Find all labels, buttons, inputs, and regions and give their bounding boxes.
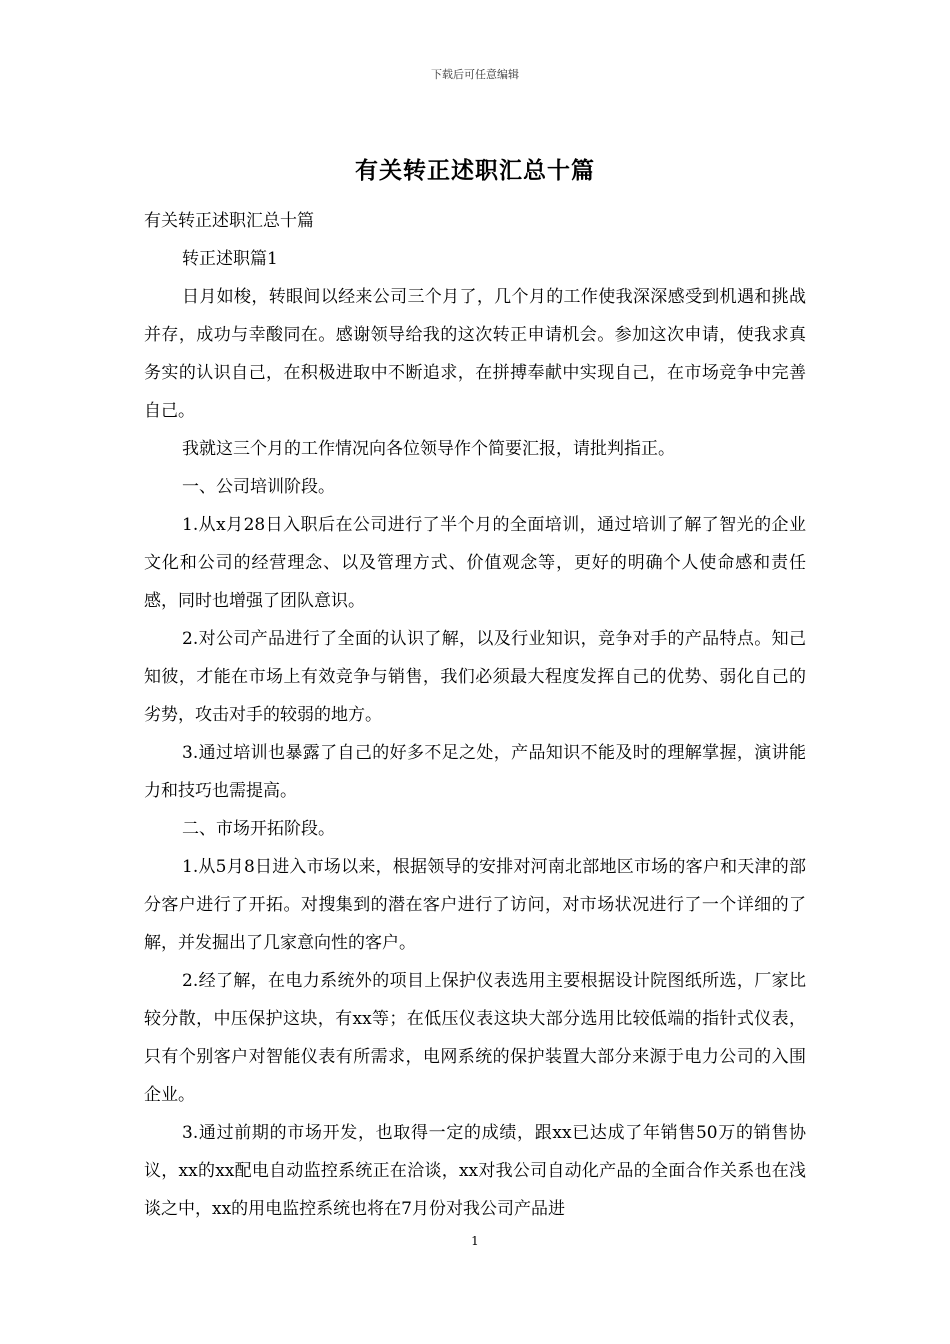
page-number: 1 [471, 1234, 479, 1248]
paragraph: 3.通过培训也暴露了自己的好多不足之处，产品知识不能及时的理解掌握，演讲能力和技巧也需提高。 [144, 743, 806, 801]
paragraph: 二、市场开拓阶段。 [182, 819, 335, 839]
paragraph: 日月如梭，转眼间以经来公司三个月了，几个月的工作使我深深感受到机遇和挑战并存，成功与幸酸同在。感谢领导给我的这次转正申请机会。参加这次申请，使我求真务实的认识自己，在积极进取中不断追求，在拼搏奉献中实现自己，在市场竞争中完善自己。 [144, 287, 806, 421]
paragraph: 2.经了解，在电力系统外的项目上保护仪表选用主要根据设计院图纸所选，厂家比较分散，中压保护这块，有xx等；在低压仪表这块大部分选用比较低端的指针式仪表，只有个别客户对智能仪表有所需求，电网系统的保护装置大部分来源于电力公司的入围企业。 [144, 971, 806, 1105]
header-note: 下载后可任意编辑 [431, 68, 519, 81]
paragraph: 3.通过前期的市场开发，也取得一定的成绩，跟xx已达成了年销售50万的销售协议，xx的xx配电自动监控系统正在洽谈，xx对我公司自动化产品的全面合作关系也在浅谈之中，xx的用电监控系统也将在7月份对我公司产品进 [144, 1123, 806, 1219]
document-title: 有关转正述职汇总十篇 [355, 157, 595, 184]
document-body [144, 202, 806, 1228]
paragraph: 有关转正述职汇总十篇 [144, 211, 314, 231]
paragraph: 1.从x月28日入职后在公司进行了半个月的全面培训，通过培训了解了智光的企业文化和公司的经营理念、以及管理方式、价值观念等，更好的明确个人使命感和责任感，同时也增强了团队意识。 [144, 515, 806, 611]
paragraph: 我就这三个月的工作情况向各位领导作个简要汇报，请批判指正。 [182, 439, 675, 459]
paragraph: 转正述职篇1 [182, 249, 278, 269]
paragraph: 一、公司培训阶段。 [182, 477, 335, 497]
paragraph: 1.从5月8日进入市场以来，根据领导的安排对河南北部地区市场的客户和天津的部分客户进行了开拓。对搜集到的潜在客户进行了访问，对市场状况进行了一个详细的了解，并发掘出了几家意向性的客户。 [144, 857, 806, 953]
paragraph: 2.对公司产品进行了全面的认识了解，以及行业知识，竞争对手的产品特点。知己知彼，才能在市场上有效竞争与销售，我们必须最大程度发挥自己的优势、弱化自己的劣势，攻击对手的较弱的地方。 [144, 629, 806, 725]
